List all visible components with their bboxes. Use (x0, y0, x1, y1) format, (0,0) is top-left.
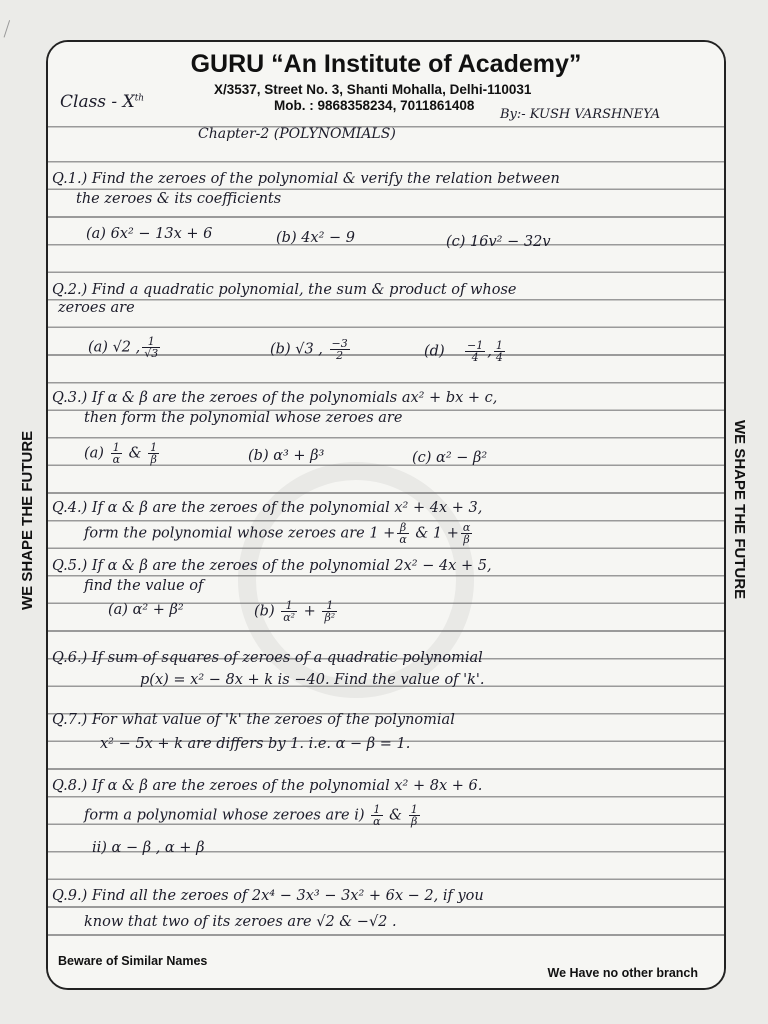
q5-line2: find the value of (84, 578, 204, 594)
q6-line1: Q.6.) If sum of squares of zeroes of a quadratic polynomial (52, 650, 483, 666)
q1-option-c: (c) 16v² − 32v (446, 234, 551, 250)
q2-option-b: (b) √3 , $\frac{-3}{2}$ (270, 337, 348, 362)
q8-line2: form a polynomial whose zeroes are i) $\frac{1}{\alpha}$ & $\frac{1}{\beta}$ (84, 803, 418, 828)
q4-line2: form the polynomial whose zeroes are 1 + $\frac{\beta}{\alpha}$ & 1 + $\frac{\alpha}{\beta}$ (84, 521, 471, 546)
institute-mobile: Mob. : 9868358234, 7011861408 (274, 98, 475, 113)
q5-option-b: (b) $\frac{1}{\text{α²}}$ + $\frac{1}{\text{β²}}$ (254, 599, 336, 624)
q5-option-a: (a) α² + β² (108, 602, 184, 618)
q3-line1: Q.3.) If α & β are the zeroes of the polynomials ax² + bx + c, (52, 390, 498, 406)
q4-line1: Q.4.) If α & β are the zeroes of the polynomial x² + 4x + 3, (52, 500, 483, 516)
q3-line2: then form the polynomial whose zeroes are (84, 410, 403, 426)
institute-title: GURU “An Institute of Academy” (190, 50, 582, 78)
footer-warning: Beware of Similar Names (58, 954, 208, 968)
footer-branch-note: We Have no other branch (547, 966, 698, 980)
q2-line1: Q.2.) Find a quadratic polynomial, the sum & product of whose (52, 282, 517, 298)
q8-line3: ii) α − β , α + β (92, 840, 205, 856)
q1-line2: the zeroes & its coefficients (76, 191, 282, 207)
q1-line1: Q.1.) Find the zeroes of the polynomial & verify the relation between (52, 171, 560, 187)
q2-option-d: (d) $\frac{-1}{4}$ , $\frac{1}{4}$ (424, 339, 503, 364)
q5-line1: Q.5.) If α & β are the zeroes of the polynomial 2x² − 4x + 5, (52, 558, 492, 574)
institute-address: X/3537, Street No. 3, Shanti Mohalla, Delhi-110031 (214, 82, 532, 97)
q9-line1: Q.9.) Find all the zeroes of 2x⁴ − 3x³ − 3x² + 6x − 2, if you (52, 888, 484, 904)
q6-line2: p(x) = x² − 8x + k is −40. Find the value of 'k'. (140, 672, 485, 688)
q9-line2: know that two of its zeroes are √2 & −√2 . (84, 914, 397, 930)
q1-option-b: (b) 4x² − 9 (276, 230, 356, 246)
q8-line1: Q.8.) If α & β are the zeroes of the polynomial x² + 8x + 6. (52, 778, 483, 794)
q3-option-b: (b) α³ + β³ (248, 448, 325, 464)
q3-option-c: (c) α² − β² (412, 450, 488, 466)
class-label: Class - Xth (60, 92, 145, 112)
side-slogan-left: WE SHAPE THE FUTURE (19, 430, 36, 610)
q7-line2: x² − 5x + k are differs by 1. i.e. α − β = 1. (100, 736, 411, 752)
q7-line1: Q.7.) For what value of 'k' the zeroes of the polynomial (52, 712, 455, 728)
q2-line2: zeroes are (58, 300, 135, 316)
q3-option-a: (a) $\frac{1}{\alpha}$ & $\frac{1}{\beta}$ (84, 441, 158, 466)
worksheet-page (46, 40, 726, 990)
author-name: By:- KUSH VARSHNEYA (500, 107, 661, 122)
q2-option-a: (a) √2 , $\frac{1}{√3}$ (88, 335, 159, 360)
side-slogan-right: WE SHAPE THE FUTURE (731, 420, 748, 600)
q1-option-a: (a) 6x² − 13x + 6 (86, 226, 213, 242)
chapter-heading: Chapter-2 (POLYNOMIALS) (198, 126, 396, 142)
pencil-mark (4, 20, 24, 42)
